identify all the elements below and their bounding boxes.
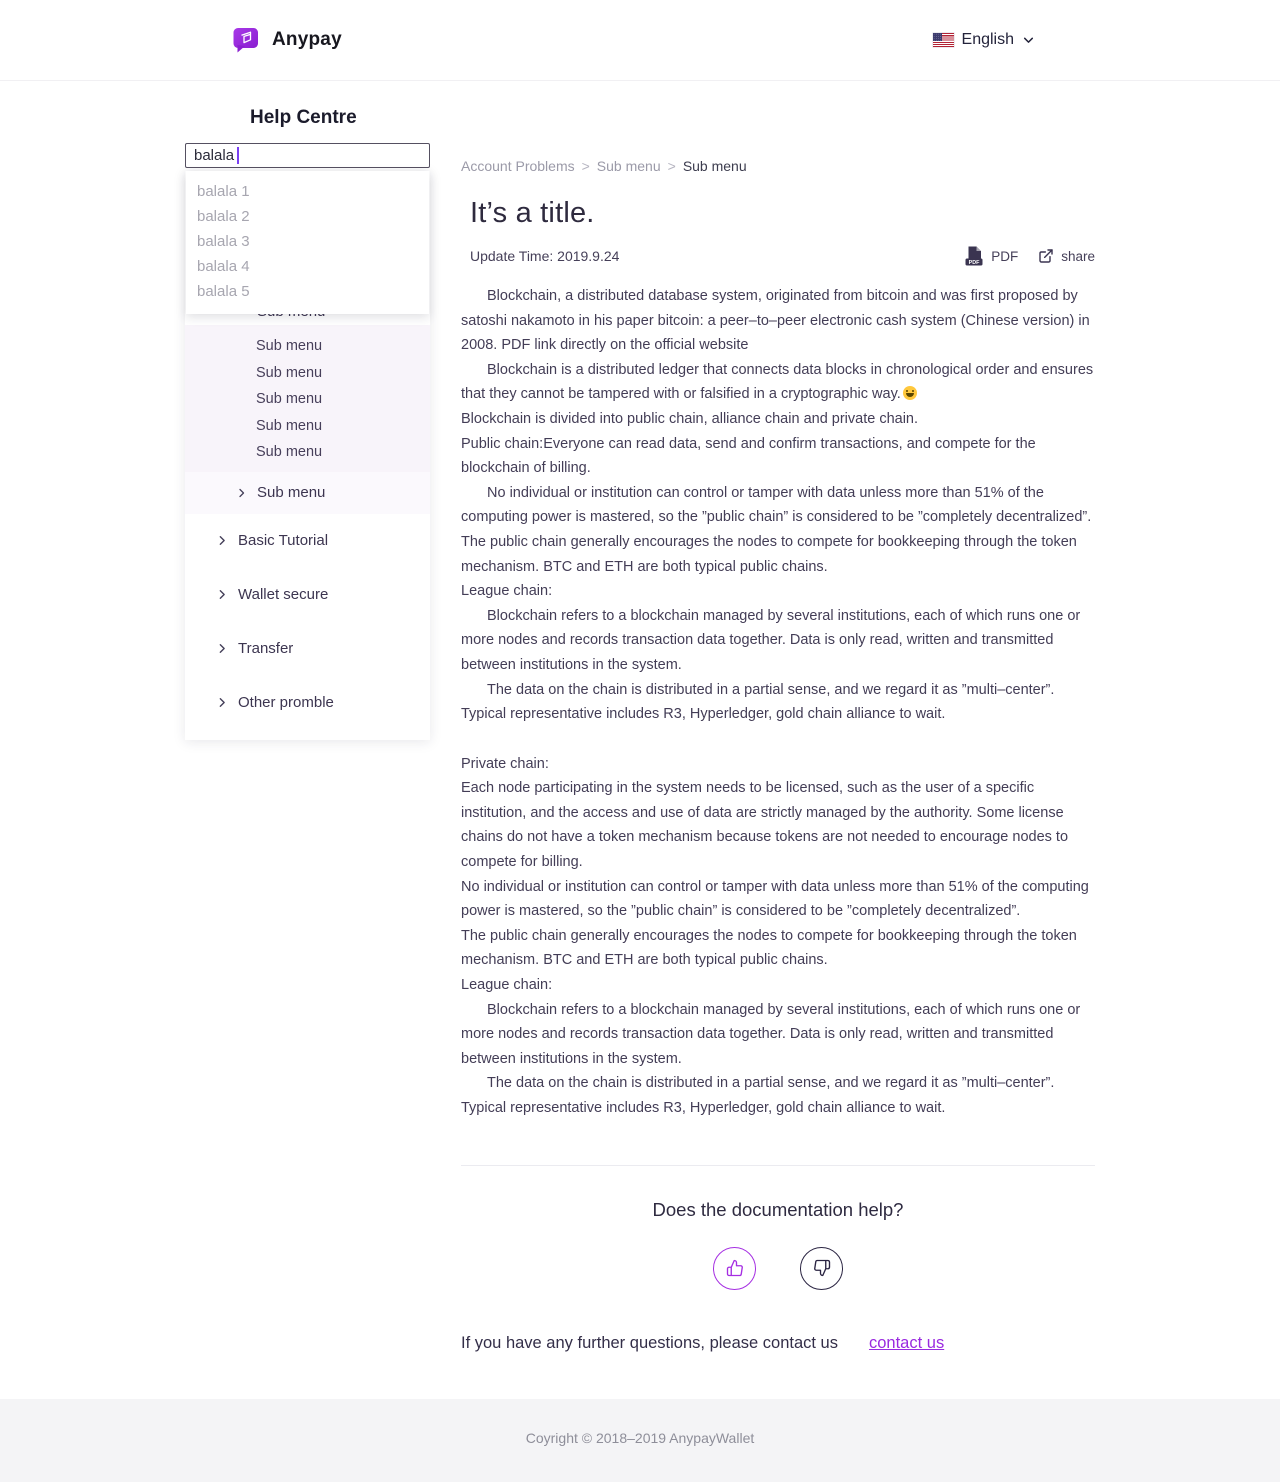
sidebar [185, 80, 430, 740]
suggestion-item[interactable]: balala 2 [197, 208, 250, 225]
pdf-label: PDF [991, 248, 1019, 264]
brand [232, 26, 342, 54]
menu-item-label: Transfer [238, 640, 294, 657]
article-paragraph: The data on the chain is distributed in a partial sense, and we regard it as ”multi–center”. Typical representative includes R3, Hyperledger, gold chain alliance to wait. [461, 681, 1055, 723]
sidebar-title: Help Centre [250, 107, 357, 128]
search-box [185, 143, 430, 168]
share-button[interactable] [1038, 248, 1095, 264]
section-divider [461, 1165, 1095, 1166]
article-paragraph: The data on the chain is distributed in a partial sense, and we regard it as ”multi–center”. Typical representative includes R3, Hyperledger, gold chain alliance to wait. [461, 1075, 1055, 1116]
suggestion-item[interactable]: balala 1 [197, 183, 250, 200]
contact-section [461, 1334, 1095, 1353]
submenu-item[interactable]: Sub menu [256, 417, 323, 434]
copyright-text: Coyright © 2018–2019 AnypayWallet [525, 1429, 755, 1446]
pdf-button[interactable] [965, 246, 1018, 266]
anypay-logo-icon [232, 26, 260, 54]
thumbs-up-button[interactable] [713, 1247, 756, 1290]
suggestion-item[interactable]: balala 5 [197, 283, 250, 300]
thumbs-down-button[interactable] [800, 1247, 843, 1290]
article-area [461, 80, 1095, 1353]
text-caret [237, 147, 239, 164]
pdf-file-icon [965, 246, 984, 266]
share-icon [1038, 248, 1054, 264]
article-paragraph: Blockchain is divided into public chain, alliance chain and private chain. [461, 410, 919, 427]
article-paragraph: No individual or institution can control or tamper with data unless more than 51% of the computing power is mastered, so the ”public chain” is considered to be ”completely decentralized”. [461, 878, 1089, 920]
menu-item-label: Sub menu [257, 484, 326, 501]
contact-text: If you have any further questions, please contact us [461, 1333, 838, 1352]
article-paragraph: League chain: [461, 583, 553, 600]
menu-item-submenu-collapsed[interactable] [185, 472, 430, 514]
article-paragraph: The public chain generally encourages the nodes to compete for bookkeeping through the token mechanism. BTC and ETH are both typical public chains. [461, 927, 1077, 969]
chevron-right-icon [236, 487, 248, 499]
feedback-section [461, 1199, 1095, 1290]
menu-item-basic-tutorial[interactable] [185, 514, 430, 568]
share-label: share [1061, 248, 1095, 264]
breadcrumb-item[interactable]: Account Problems [461, 158, 575, 174]
thumbs-down-icon [813, 1259, 831, 1277]
menu-item-other-promble[interactable] [185, 676, 430, 730]
contact-us-link[interactable]: contact us [868, 1333, 945, 1352]
submenu-item[interactable]: Sub menu [256, 444, 323, 460]
menu-item-label: Wallet secure [238, 586, 329, 603]
submenu-item[interactable]: Sub menu [256, 364, 323, 381]
brand-name: Anypay [272, 29, 342, 50]
article-paragraph: Blockchain refers to a blockchain managed by several institutions, each of which runs one or more nodes and records transaction data together. Data is only read, written and transmitted between institutions in the system. [461, 607, 1081, 673]
article-meta [470, 246, 1095, 266]
chevron-right-icon [216, 588, 229, 601]
language-label: English [961, 31, 1014, 48]
thumbs-up-icon [726, 1259, 744, 1277]
smile-emoji-icon [903, 386, 917, 400]
article-paragraph: League chain: [461, 977, 553, 994]
article-paragraph: Blockchain is a distributed ledger that connects data blocks in chronological order and ensures that they cannot be tampered with or falsified in a cryptographic way. [461, 361, 1094, 403]
menu-item-wallet-secure[interactable] [185, 568, 430, 622]
language-selector[interactable] [933, 31, 1035, 49]
chevron-down-icon [1022, 34, 1035, 47]
menu-item-label: Basic Tutorial [238, 532, 329, 549]
article-paragraph: No individual or institution can control or tamper with data unless more than 51% of the computing power is mastered, so the ”public chain” is considered to be ”completely decentralized”. [461, 484, 1092, 526]
article-paragraph: The public chain generally encourages the nodes to compete for bookkeeping through the token mechanism. BTC and ETH are both typical public chains. [461, 533, 1077, 575]
article-paragraph: Each node participating in the system needs to be licensed, such as the user of a specific institution, and the access and use of data are strictly managed by the authority. Some license chains do not have a token mechanism because tokens are not needed to encourage nodes to compete for billing. [461, 780, 1069, 871]
page-title: It’s a title. [470, 197, 595, 229]
article-paragraph: Public chain:Everyone can read data, send and confirm transactions, and compete for the blockchain of billing. [461, 435, 1036, 477]
submenu-group [185, 325, 430, 472]
breadcrumb-item[interactable]: Sub menu [596, 158, 661, 174]
breadcrumb-current: Sub menu [682, 158, 747, 174]
submenu-item[interactable]: Sub menu [256, 338, 323, 354]
menu-item-transfer[interactable] [185, 622, 430, 676]
breadcrumb-separator: > [581, 158, 590, 174]
search-suggestions [186, 171, 429, 314]
main-area [0, 80, 1280, 1353]
suggestion-item[interactable]: balala 3 [197, 233, 250, 250]
breadcrumb [461, 158, 1095, 174]
chevron-right-icon [216, 534, 229, 547]
menu-item-label: Other promble [238, 694, 334, 711]
update-time: Update Time: 2019.9.24 [470, 248, 620, 264]
breadcrumb-separator: > [667, 158, 676, 174]
feedback-question: Does the documentation help? [652, 1198, 904, 1220]
article-body [461, 284, 1095, 1121]
article-paragraph: Blockchain, a distributed database system, originated from bitcoin and was first proposed by satoshi nakamoto in his paper bitcoin: a peer–to–peer electronic cash system (Chinese version) in 2008. PDF link directly on the official website [461, 288, 1090, 354]
top-header [0, 0, 1280, 80]
article-paragraph: Blockchain refers to a blockchain managed by several institutions, each of which runs one or more nodes and records transaction data together. Data is only read, written and transmitted between institutions in the system. [461, 1001, 1081, 1067]
page-footer [0, 1399, 1280, 1482]
article-paragraph: Private chain: [461, 755, 549, 772]
chevron-right-icon [216, 642, 229, 655]
chevron-right-icon [216, 696, 229, 709]
us-flag-icon [933, 33, 954, 47]
submenu-item[interactable]: Sub menu [256, 391, 323, 407]
search-input[interactable] [185, 143, 430, 168]
svg-text:PDF: PDF [968, 259, 980, 266]
suggestion-item[interactable]: balala 4 [197, 258, 250, 275]
